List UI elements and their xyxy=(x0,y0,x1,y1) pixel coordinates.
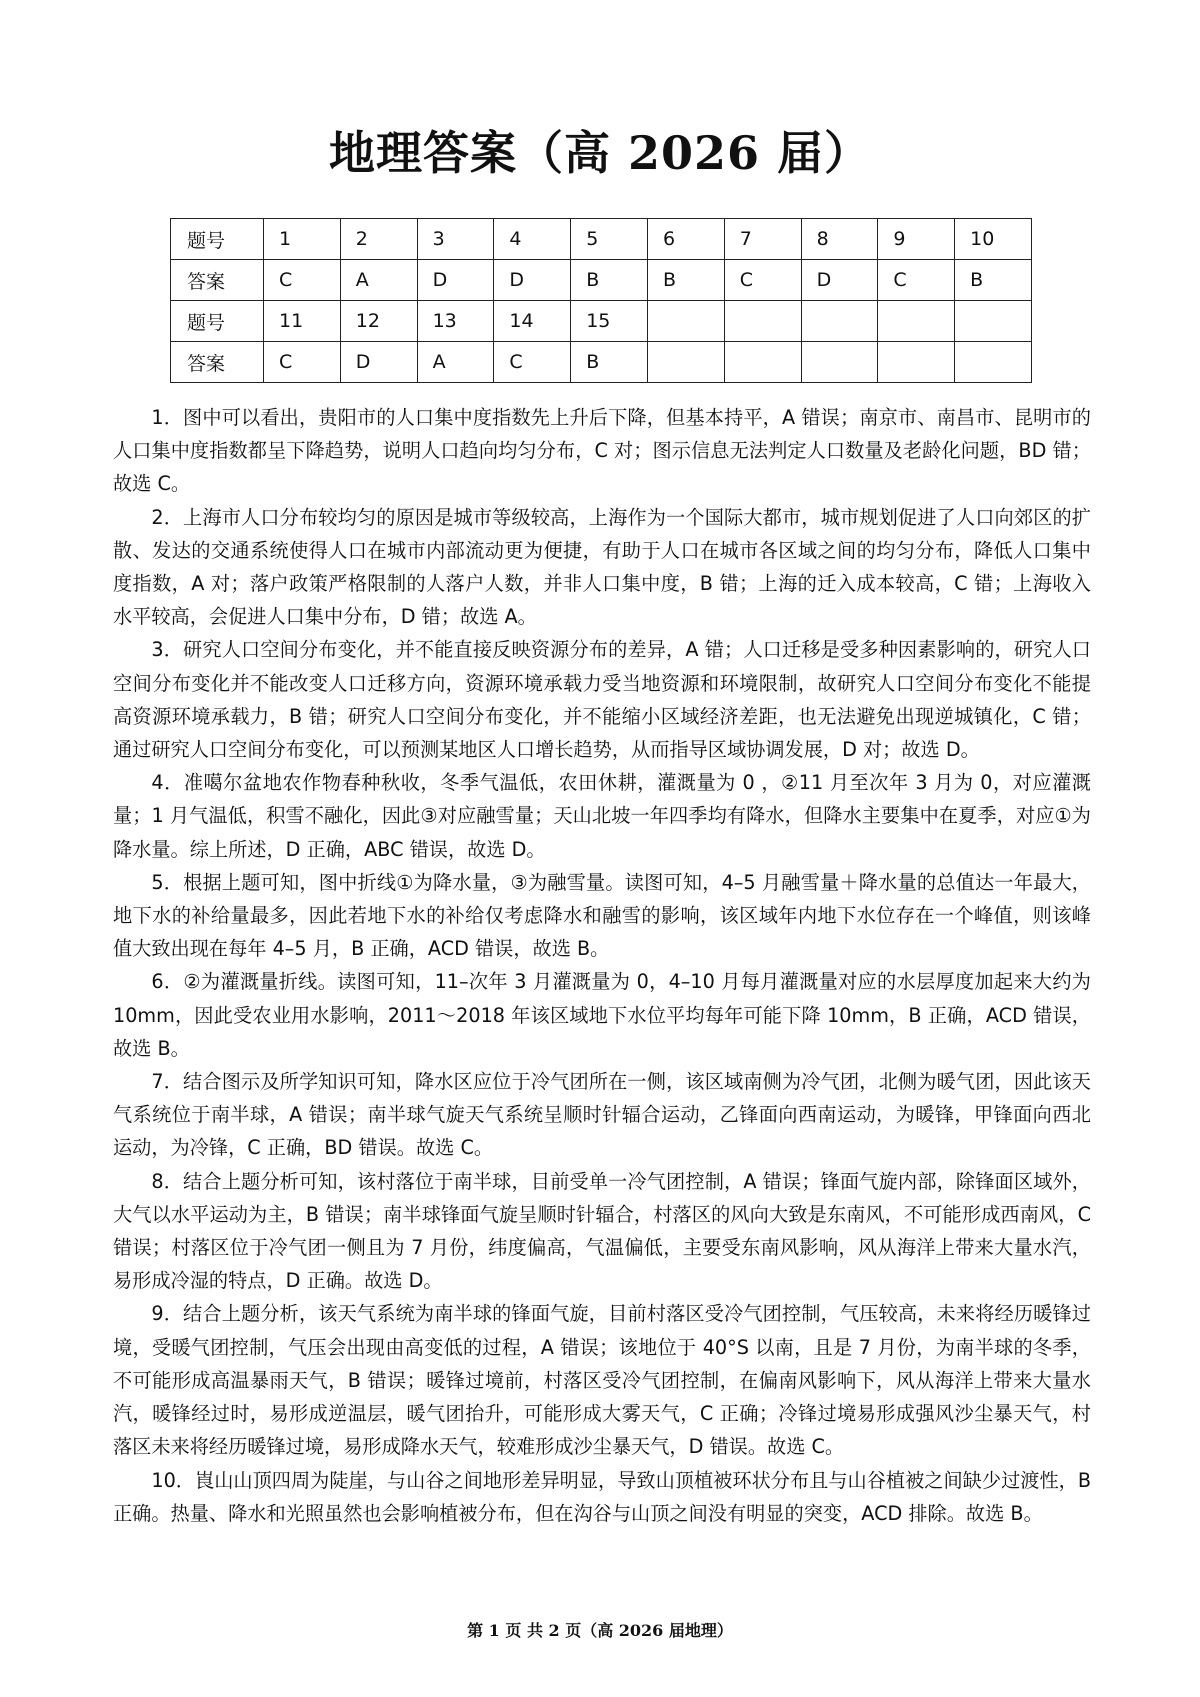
table-cell xyxy=(724,342,801,383)
table-cell: 11 xyxy=(264,301,341,342)
table-cell xyxy=(647,301,724,342)
table-cell xyxy=(801,301,878,342)
table-cell: 9 xyxy=(878,219,955,260)
table-cell xyxy=(955,342,1032,383)
table-cell: 6 xyxy=(647,219,724,260)
row-label: 题号 xyxy=(171,301,264,342)
table-cell: 1 xyxy=(264,219,341,260)
table-cell: 7 xyxy=(724,219,801,260)
table-cell: C xyxy=(724,260,801,301)
table-row xyxy=(171,301,1032,342)
table-cell xyxy=(955,301,1032,342)
page-title: 地理答案（高 2026 届） xyxy=(328,126,872,180)
table-cell: 12 xyxy=(340,301,417,342)
table-cell: A xyxy=(417,342,494,383)
table-cell: 10 xyxy=(955,219,1032,260)
explanation-paragraph: 3．研究人口空间分布变化，并不能直接反映资源分布的差异，A 错；人口迁移是受多种因素影响的，研究人口空间分布变化并不能改变人口迁移方向，资源环境承载力受当地资源和环境限制，故研究人口空间分布变化不能提高资源环境承载力，B 错；研究人口空间分布变化，并不能缩小区域经济差距，也无法避免出现逆城镇化，C 错；通过研究人口空间分布变化，可以预测某地区人口增长趋势，从而指导区域协调发展，D 对；故选 D。 xyxy=(113,638,1091,762)
table-cell: D xyxy=(494,260,571,301)
table-cell: C xyxy=(878,260,955,301)
explanation-paragraph: 8．结合上题分析可知，该村落位于南半球，目前受单一冷气团控制，A 错误；锋面气旋内部，除锋面区域外，大气以水平运动为主，B 错误；南半球锋面气旋呈顺时针辐合，村落区的风向大致是东南风，不可能形成西南风，C 错误；村落区位于冷气团一侧且为 7 月份，纬度偏高，气温偏低，主要受东南风影响，风从海洋上带来大量水汽，易形成冷湿的特点，D 正确。故选 D。 xyxy=(113,1169,1091,1293)
explanation-paragraph: 2．上海市人口分布较均匀的原因是城市等级较高，上海作为一个国际大都市，城市规划促进了人口向郊区的扩散、发达的交通系统使得人口在城市内部流动更为便捷，有助于人口在城市各区域之间的均匀分布，降低人口集中度指数，A 对；落户政策严格限制的人落户人数，并非人口集中度，B 错；上海的迁入成本较高，C 错；上海收入水平较高，会促进人口集中分布，D 错；故选 A。 xyxy=(113,505,1091,629)
table-cell: 15 xyxy=(571,301,648,342)
explanation-paragraph: 4．准噶尔盆地农作物春种秋收，冬季气温低，农田休耕，灌溉量为 0 ，②11 月至次年 3 月为 0，对应灌溉量；1 月气温低，积雪不融化，因此③对应融雪量；天山北坡一年四季均有降水，但降水主要集中在夏季，对应①为降水量。综上所述，D 正确，ABC 错误，故选 D。 xyxy=(113,771,1091,861)
explanation-paragraph: 7．结合图示及所学知识可知，降水区应位于冷气团所在一侧，该区域南侧为冷气团，北侧为暖气团，因此该天气系统位于南半球，A 错误；南半球气旋天气系统呈顺时针辐合运动，乙锋面向西南运动，为暖锋，甲锋面向西北运动，为冷锋，C 正确，BD 错误。故选 C。 xyxy=(113,1070,1091,1160)
table-cell: 3 xyxy=(417,219,494,260)
table-cell: B xyxy=(571,342,648,383)
table-row xyxy=(171,260,1032,301)
table-row xyxy=(171,219,1032,260)
table-cell: B xyxy=(647,260,724,301)
table-cell: C xyxy=(264,260,341,301)
table-cell: D xyxy=(801,260,878,301)
table-cell: 4 xyxy=(494,219,571,260)
explanation-paragraph: 1．图中可以看出，贵阳市的人口集中度指数先上升后下降，但基本持平，A 错误；南京市、南昌市、昆明市的人口集中度指数都呈下降趋势，说明人口趋向均匀分布，C 对；图示信息无法判定人口数量及老龄化问题，BD 错；故选 C。 xyxy=(113,406,1091,496)
table-cell xyxy=(878,342,955,383)
explanation-paragraph: 5．根据上题可知，图中折线①为降水量，③为融雪量。读图可知，4–5 月融雪量＋降水量的总值达一年最大，地下水的补给量最多，因此若地下水的补给仅考虑降水和融雪的影响，该区域年内地下水位存在一个峰值，则该峰值大致出现在每年 4–5 月，B 正确，ACD 错误，故选 B。 xyxy=(113,870,1091,961)
table-cell: C xyxy=(264,342,341,383)
explanation-paragraph: 6．②为灌溉量折线。读图可知，11–次年 3 月灌溉量为 0，4–10 月每月灌溉量对应的水层厚度加起来大约为 10mm，因此受农业用水影响，2011～2018 年该区域地下水位平均每年可能下降 10mm，B 正确，ACD 错误，故选 B。 xyxy=(113,970,1091,1060)
table-cell: 8 xyxy=(801,219,878,260)
table-cell: B xyxy=(955,260,1032,301)
table-cell: 2 xyxy=(340,219,417,260)
row-label: 答案 xyxy=(171,260,264,301)
table-cell: D xyxy=(417,260,494,301)
table-cell xyxy=(801,342,878,383)
table-cell: A xyxy=(340,260,417,301)
table-cell xyxy=(724,301,801,342)
row-label: 答案 xyxy=(171,342,264,383)
table-cell xyxy=(878,301,955,342)
row-label: 题号 xyxy=(171,219,264,260)
table-row xyxy=(171,342,1032,383)
answer-table xyxy=(170,218,1032,383)
table-cell: 5 xyxy=(571,219,648,260)
table-cell xyxy=(647,342,724,383)
explanations xyxy=(113,401,1091,1530)
table-cell: D xyxy=(340,342,417,383)
explanation-paragraph: 9．结合上题分析，该天气系统为南半球的锋面气旋，目前村落区受冷气团控制，气压较高，未来将经历暖锋过境，受暖气团控制，气压会出现由高变低的过程，A 错误；该地位于 40°S 以南，且是 7 月份，为南半球的冬季，不可能形成高温暴雨天气，B 错误；暖锋过境前，村落区受冷气团控制，在偏南风影响下，风从海洋上带来大量水汽，暖锋经过时，易形成逆温层，暖气团抬升，可能形成大雾天气，C 正确；冷锋过境易形成强风沙尘暴天气，村落区未来将经历暖锋过境，易形成降水天气，较难形成沙尘暴天气，D 错误。故选 C。 xyxy=(113,1302,1091,1459)
table-cell: C xyxy=(494,342,571,383)
table-cell: 14 xyxy=(494,301,571,342)
table-cell: B xyxy=(571,260,648,301)
page-footer: 第 1 页 共 2 页（高 2026 届地理） xyxy=(467,1621,733,1640)
explanation-paragraph: 10．崀山山顶四周为陡崖，与山谷之间地形差异明显，导致山顶植被环状分布且与山谷植被之间缺少过渡性，B 正确。热量、降水和光照虽然也会影响植被分布，但在沟谷与山顶之间没有明显的突变，ACD 排除。故选 B。 xyxy=(113,1468,1091,1525)
table-cell: 13 xyxy=(417,301,494,342)
